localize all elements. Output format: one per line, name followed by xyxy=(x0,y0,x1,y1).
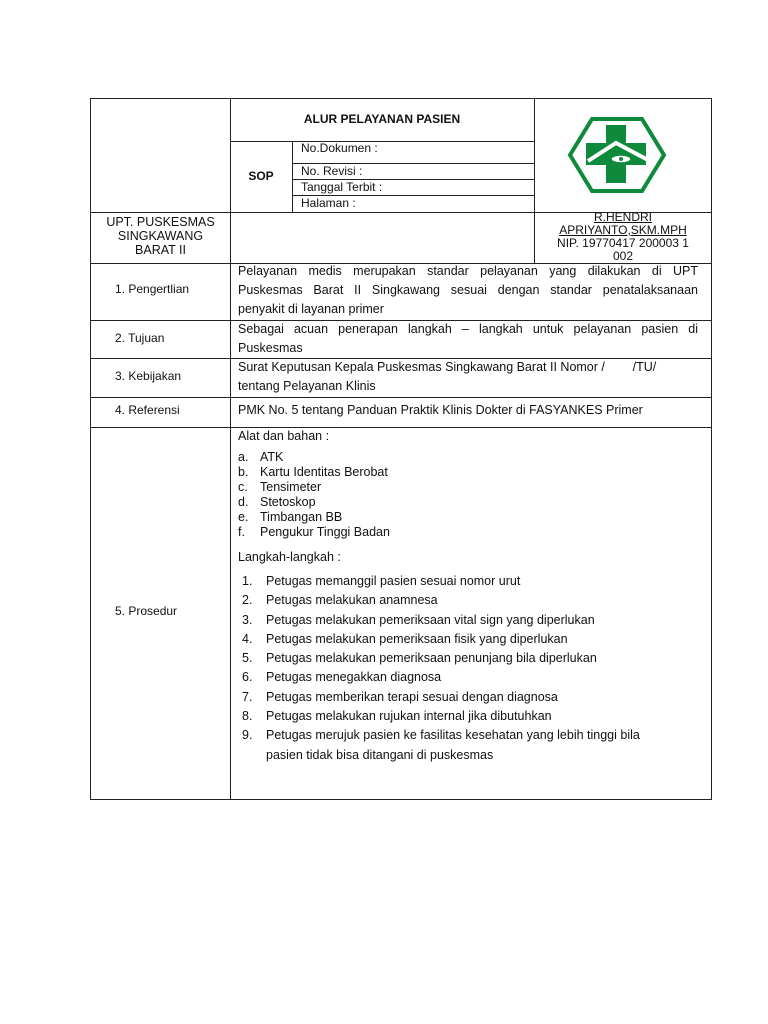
sop-label: SOP xyxy=(248,169,274,183)
logo-icon xyxy=(566,115,668,195)
label-prosedur: 5. Prosedur xyxy=(115,604,178,618)
list-item: 5. Petugas melakukan pemeriksaan penunjang bila diperlukan xyxy=(242,651,597,666)
page-label: Halaman : xyxy=(301,196,356,210)
label-pengertian: 1. Pengertlian xyxy=(115,282,190,296)
list-item: b. Kartu Identitas Berobat xyxy=(238,465,388,479)
list-item-continuation: pasien tidak bisa ditangani di puskesmas xyxy=(266,747,494,762)
label-referensi: 4. Referensi xyxy=(115,403,180,417)
materials-heading: Alat dan bahan : xyxy=(238,429,330,443)
list-item: 7. Petugas memberikan terapi sesuai dengan diagnosa xyxy=(242,689,558,704)
issue-date-label: Tanggal Terbit : xyxy=(301,180,383,194)
signer-nip: NIP. 19770417 200003 1 xyxy=(557,236,689,250)
list-item: 8. Petugas melakukan rujukan internal jika dibutuhkan xyxy=(242,709,552,724)
revision-label: No. Revisi : xyxy=(301,164,363,178)
list-item: c. Tensimeter xyxy=(238,480,322,494)
list-item: e. Timbangan BB xyxy=(238,510,343,524)
content-tujuan: Sebagai acuan penerapan langkah – langkah untuk pelayanan pasien di Puskesmas xyxy=(238,322,698,355)
label-kebijakan: 3. Kebijakan xyxy=(115,369,182,383)
materials-list xyxy=(238,450,703,540)
institution-name: UPT. PUSKESMAS SINGKAWANG BARAT II xyxy=(106,215,215,257)
list-item: 3. Petugas melakukan pemeriksaan vital sign yang diperlukan xyxy=(242,612,595,627)
signer-name: R.HENDRI APRIYANTO,SKM.MPH xyxy=(559,210,687,237)
content-prosedur xyxy=(238,428,703,765)
signer-nip-cont: 002 xyxy=(612,249,634,263)
list-item: 1. Petugas memanggil pasien sesuai nomor urut xyxy=(242,574,521,588)
steps-heading: Langkah-langkah : xyxy=(238,550,341,564)
puskesmas-logo xyxy=(566,115,668,195)
title-bottom-line xyxy=(230,141,535,142)
col-divider-left xyxy=(230,99,231,799)
label-tujuan: 2. Tujuan xyxy=(115,331,165,345)
content-kebijakan: Surat Keputusan Kepala Puskesmas Singkawang Barat II Nomor / /TU/ tentang Pelayanan Klinis xyxy=(238,360,657,393)
row4-top-line xyxy=(91,397,711,398)
signer-block xyxy=(535,211,711,263)
doc-number-label: No.Dokumen : xyxy=(301,141,378,155)
steps-list xyxy=(238,572,703,765)
list-item: 2. Petugas melakukan anamnesa xyxy=(242,593,438,608)
list-item: 6. Petugas menegakkan diagnosa xyxy=(242,670,442,685)
list-item: 9. Petugas merujuk pasien ke fasilitas kesehatan yang lebih tinggi bila xyxy=(242,728,640,743)
content-referensi: PMK No. 5 tentang Panduan Praktik Klinis Dokter di FASYANKES Primer xyxy=(238,403,643,417)
list-item: d. Stetoskop xyxy=(238,495,316,509)
list-item: f. Pengukur Tinggi Badan xyxy=(238,525,390,539)
list-item: a. ATK xyxy=(238,450,284,464)
sop-divider xyxy=(292,141,293,213)
list-item: 4. Petugas melakukan pemeriksaan fisik yang diperlukan xyxy=(242,631,568,646)
document-title: ALUR PELAYANAN PASIEN xyxy=(303,112,461,126)
sop-document xyxy=(90,98,712,800)
content-pengertian: Pelayanan medis merupakan standar pelayanan yang dilakukan di UPT Puskesmas Barat II Singkawang sesuai dengan standar penatalaksanaan penyakit di layanan primer xyxy=(238,264,698,316)
